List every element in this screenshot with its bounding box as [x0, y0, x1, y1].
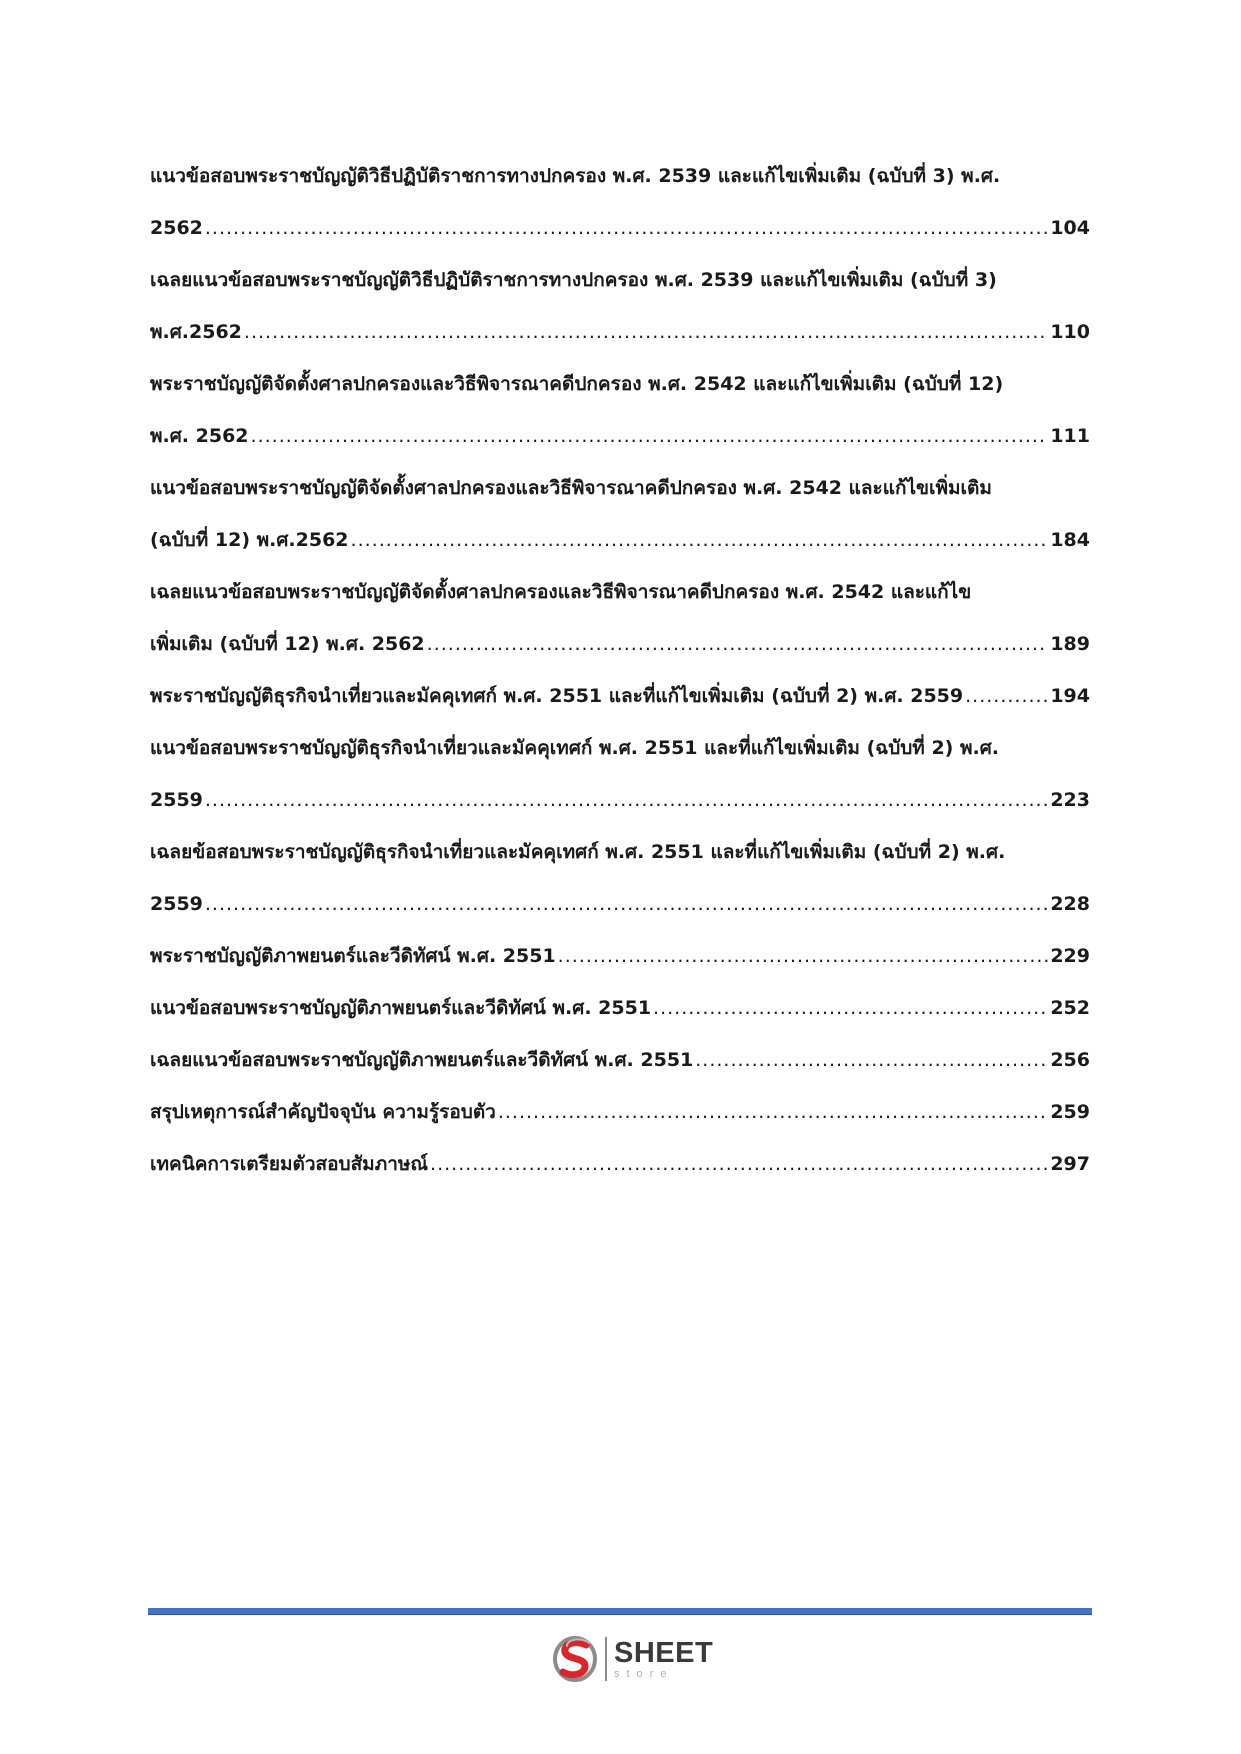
dot-leader	[653, 982, 1048, 1034]
toc-page-number: 184	[1050, 529, 1090, 551]
sheet-store-emblem-icon	[553, 1634, 599, 1684]
toc-page-number: 229	[1050, 945, 1090, 967]
toc-entry-title-line: แนวข้อสอบพระราชบัญญัติจัดตั้งศาลปกครองและวิธีพิจารณาคดีปกครอง พ.ศ. 2542 และแก้ไขเพิ่มเติม	[150, 477, 992, 499]
dot-leader	[430, 1138, 1048, 1190]
toc-entry-last-line	[150, 774, 1090, 826]
toc-page-number: 104	[1050, 217, 1090, 239]
toc-entry-last-line	[150, 306, 1090, 358]
toc-entry-title-line: พระราชบัญญัติจัดตั้งศาลปกครองและวิธีพิจารณาคดีปกครอง พ.ศ. 2542 และแก้ไขเพิ่มเติม (ฉบับที่ 12)	[150, 373, 1004, 395]
toc-entry-title-tail: 2559	[150, 789, 203, 811]
toc-entry-title-tail: 2562	[150, 217, 203, 239]
logo-brand-sub: store	[614, 1667, 674, 1680]
toc-page-number: 111	[1050, 425, 1090, 447]
toc-entry[interactable]	[150, 358, 1090, 462]
toc-entry[interactable]	[150, 462, 1090, 566]
toc-page-number: 223	[1050, 789, 1090, 811]
dot-leader	[558, 930, 1049, 982]
toc-entry-last-line	[150, 618, 1090, 670]
toc-entry-title-tail: เพิ่มเติม (ฉบับที่ 12) พ.ศ. 2562	[150, 633, 425, 655]
toc-page-number: 252	[1050, 997, 1090, 1019]
dot-leader	[427, 618, 1049, 670]
toc-entry-title-line: เฉลยแนวข้อสอบพระราชบัญญัติวิธีปฏิบัติราชการทางปกครอง พ.ศ. 2539 และแก้ไขเพิ่มเติม (ฉบับที่ 3)	[150, 269, 997, 291]
toc-entry-title-tail: แนวข้อสอบพระราชบัญญัติภาพยนตร์และวีดิทัศน์ พ.ศ. 2551	[150, 997, 652, 1019]
dot-leader	[498, 1086, 1048, 1138]
toc-entry[interactable]	[150, 930, 1090, 982]
dot-leader	[244, 306, 1048, 358]
toc-page-number: 110	[1050, 321, 1090, 343]
dot-leader	[965, 670, 1048, 722]
toc-entry[interactable]	[150, 1034, 1090, 1086]
toc-entry-title-tail: เทคนิคการเตรียมตัวสอบสัมภาษณ์	[150, 1153, 429, 1175]
table-of-contents	[150, 150, 1090, 1190]
toc-entry[interactable]	[150, 1086, 1090, 1138]
dot-leader	[205, 202, 1048, 254]
toc-entry-last-line	[150, 878, 1090, 930]
toc-page-number: 189	[1050, 633, 1090, 655]
footer-rule	[148, 1608, 1092, 1614]
toc-entry-title-line: แนวข้อสอบพระราชบัญญัติวิธีปฏิบัติราชการทางปกครอง พ.ศ. 2539 และแก้ไขเพิ่มเติม (ฉบับที่ 3) พ.ศ.	[150, 165, 1001, 187]
toc-entry[interactable]	[150, 982, 1090, 1034]
toc-entry[interactable]	[150, 566, 1090, 670]
toc-entry-last-line	[150, 514, 1090, 566]
toc-entry[interactable]	[150, 1138, 1090, 1190]
toc-entry-last-line	[150, 1034, 1090, 1086]
logo-divider	[605, 1637, 607, 1681]
logo-brand-main: SHEET	[614, 1636, 714, 1669]
dot-leader	[351, 514, 1049, 566]
toc-entry-title-line: เฉลยแนวข้อสอบพระราชบัญญัติจัดตั้งศาลปกครองและวิธีพิจารณาคดีปกครอง พ.ศ. 2542 และแก้ไข	[150, 581, 972, 603]
toc-entry-title-tail: พระราชบัญญัติภาพยนตร์และวีดิทัศน์ พ.ศ. 2551	[150, 945, 556, 967]
toc-entry-title-line: เฉลยข้อสอบพระราชบัญญัติธุรกิจนำเที่ยวและมัคคุเทศก์ พ.ศ. 2551 และที่แก้ไขเพิ่มเติม (ฉบับที่ 2) พ.ศ.	[150, 841, 1006, 863]
toc-page-number: 194	[1050, 685, 1090, 707]
toc-page-number: 256	[1050, 1049, 1090, 1071]
toc-entry-title-tail: พ.ศ.2562	[150, 321, 242, 343]
toc-entry-title-tail: เฉลยแนวข้อสอบพระราชบัญญัติภาพยนตร์และวีดิทัศน์ พ.ศ. 2551	[150, 1049, 694, 1071]
logo-wordmark	[614, 1636, 714, 1680]
toc-entry-last-line	[150, 670, 1090, 722]
toc-entry[interactable]	[150, 150, 1090, 254]
toc-entry-last-line	[150, 202, 1090, 254]
toc-entry-last-line	[150, 1086, 1090, 1138]
toc-entry-title-tail: พ.ศ. 2562	[150, 425, 249, 447]
toc-entry[interactable]	[150, 826, 1090, 930]
dot-leader	[205, 878, 1048, 930]
dot-leader	[695, 1034, 1048, 1086]
toc-entry[interactable]	[150, 254, 1090, 358]
dot-leader	[251, 410, 1049, 462]
toc-entry-title-tail: (ฉบับที่ 12) พ.ศ.2562	[150, 529, 349, 551]
toc-entry-title-tail: พระราชบัญญัติธุรกิจนำเที่ยวและมัคคุเทศก์ พ.ศ. 2551 และที่แก้ไขเพิ่มเติม (ฉบับที่ 2) พ.ศ. 2559	[150, 685, 964, 707]
toc-entry-last-line	[150, 1138, 1090, 1190]
toc-entry-last-line	[150, 410, 1090, 462]
toc-entry[interactable]	[150, 722, 1090, 826]
toc-entry-title-line: แนวข้อสอบพระราชบัญญัติธุรกิจนำเที่ยวและมัคคุเทศก์ พ.ศ. 2551 และที่แก้ไขเพิ่มเติม (ฉบับที่ 2) พ.ศ.	[150, 737, 999, 759]
toc-page-number: 228	[1050, 893, 1090, 915]
dot-leader	[205, 774, 1048, 826]
toc-entry-last-line	[150, 930, 1090, 982]
toc-entry-title-tail: 2559	[150, 893, 203, 915]
toc-page-number: 259	[1050, 1101, 1090, 1123]
sheet-store-logo	[553, 1631, 713, 1687]
toc-entry[interactable]	[150, 670, 1090, 722]
toc-page-number: 297	[1050, 1153, 1090, 1175]
toc-entry-title-tail: สรุปเหตุการณ์สำคัญปัจจุบัน ความรู้รอบตัว	[150, 1101, 496, 1123]
toc-entry-last-line	[150, 982, 1090, 1034]
